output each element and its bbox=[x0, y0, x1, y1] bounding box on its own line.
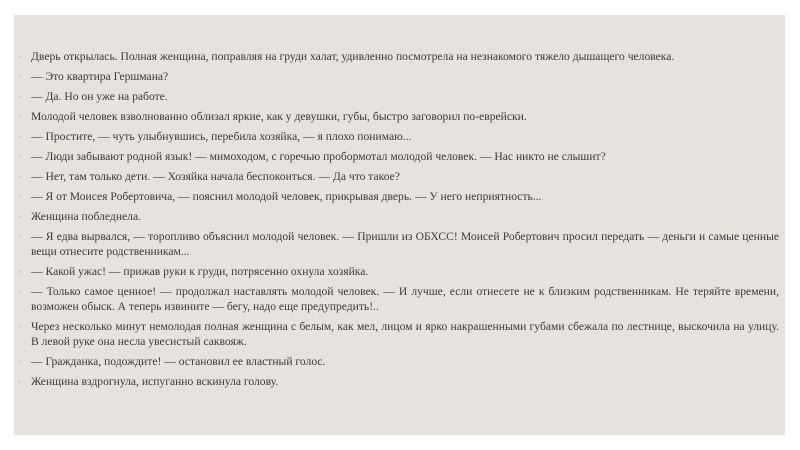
bullet-icon: ◦ bbox=[18, 192, 21, 201]
paragraph-text: — Я от Моисея Робертовича, — пояснил молодой человек, прикрывая дверь. — У него неприятность... bbox=[31, 190, 542, 203]
paragraph bbox=[18, 319, 779, 349]
bullet-icon: ◦ bbox=[18, 52, 21, 61]
paragraph-text: Женщина побледнела. bbox=[31, 210, 141, 223]
paragraph-text: Молодой человек взволнованно облизал яркие, как у девушки, губы, быстро заговорил по-еврейски. bbox=[31, 110, 527, 123]
paragraph bbox=[18, 264, 779, 279]
paragraph bbox=[18, 284, 779, 314]
bullet-icon: ◦ bbox=[18, 72, 21, 81]
bullet-icon: ◦ bbox=[18, 267, 21, 276]
bullet-icon: ◦ bbox=[18, 92, 21, 101]
bullet-icon: ◦ bbox=[18, 132, 21, 141]
paragraph bbox=[18, 129, 779, 144]
paragraph bbox=[18, 209, 779, 224]
bullet-icon: ◦ bbox=[18, 212, 21, 221]
paragraph-text: — Какой ужас! — прижав руки к груди, потрясенно охнула хозяйка. bbox=[31, 265, 369, 278]
bullet-icon: ◦ bbox=[18, 232, 21, 241]
paragraph-text: — Только самое ценное! — продолжал наставлять молодой человек. — И лучше, если отнесете не к близким родственникам. Не теряйте времени, возможен обыск. А теперь извините — бегу, надо еще предупредить!.. bbox=[31, 285, 779, 313]
paragraph bbox=[18, 89, 779, 104]
paragraph bbox=[18, 354, 779, 369]
bullet-icon: ◦ bbox=[18, 152, 21, 161]
bullet-icon: ◦ bbox=[18, 322, 21, 331]
story-text-body bbox=[14, 49, 785, 394]
paragraph-text: — Нет, там только дети. — Хозяйка начала беспокоиться. — Да что такое? bbox=[31, 170, 400, 183]
paragraph-text: Женщина вздрогнула, испуганно вскинула голову. bbox=[31, 375, 279, 388]
paragraph bbox=[18, 49, 779, 64]
bullet-icon: ◦ bbox=[18, 112, 21, 121]
paragraph-text: Дверь открылась. Полная женщина, поправляя на груди халат, удивленно посмотрела на незнакомого тяжело дышащего человека. bbox=[31, 50, 675, 63]
paragraph-text: — Простите, — чуть улыбнувшись, перебила хозяйка, — я плохо понимаю... bbox=[31, 130, 412, 143]
paragraph-text: Через несколько минут немолодая полная женщина с белым, как мел, лицом и ярко накрашенными губами сбежала по лестнице, выскочила на улицу. В левой руке она несла увесистый саквояж. bbox=[31, 320, 779, 348]
bullet-icon: ◦ bbox=[18, 287, 21, 296]
paragraph-text: — Люди забывают родной язык! — мимоходом, с горечью пробормотал молодой человек. — Нас никто не слышит? bbox=[31, 150, 606, 163]
paragraph bbox=[18, 189, 779, 204]
bullet-icon: ◦ bbox=[18, 357, 21, 366]
bullet-icon: ◦ bbox=[18, 172, 21, 181]
paragraph bbox=[18, 149, 779, 164]
bullet-icon: ◦ bbox=[18, 377, 21, 386]
paragraph-text: — Я едва вырвался, — торопливо объяснил молодой человек. — Пришли из ОБХСС! Моисей Робертович просил передать — деньги и самые ценные вещи отнесите родственникам... bbox=[31, 230, 779, 258]
paragraph bbox=[18, 229, 779, 259]
paragraph bbox=[18, 169, 779, 184]
paragraph-text: — Это квартира Гершмана? bbox=[31, 70, 169, 83]
paragraph-text: — Да. Но он уже на работе. bbox=[31, 90, 168, 103]
paragraph bbox=[18, 374, 779, 389]
slide bbox=[14, 15, 785, 435]
paragraph bbox=[18, 109, 779, 124]
paragraph bbox=[18, 69, 779, 84]
paragraph-text: — Гражданка, подождите! — остановил ее властный голос. bbox=[31, 355, 326, 368]
